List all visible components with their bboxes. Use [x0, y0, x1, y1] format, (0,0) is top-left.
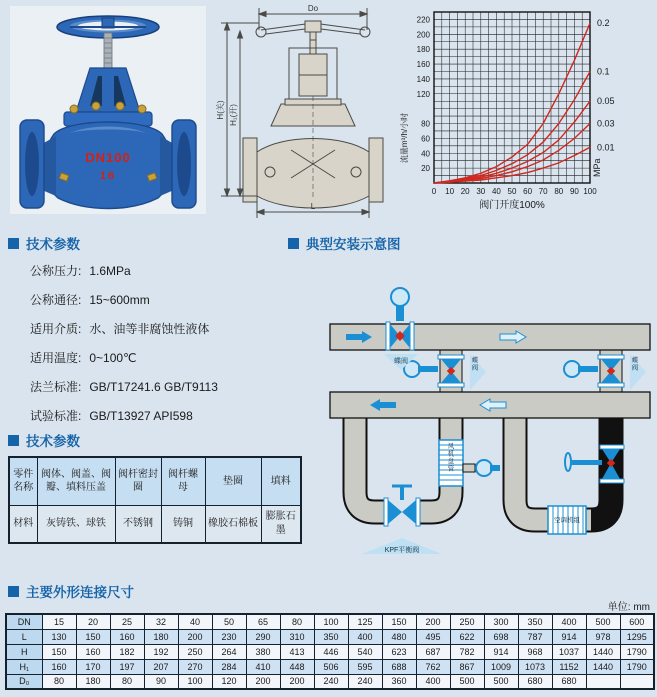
x-tick-label: 0: [431, 187, 437, 196]
y-tick-label: 140: [416, 74, 430, 84]
spec-label: 适用温度:: [30, 351, 82, 365]
section-header-install: [288, 233, 401, 253]
dims-cell: 968: [518, 644, 552, 659]
unit-label: 单位: mm: [607, 602, 650, 613]
x-tick-label: 30: [476, 187, 486, 196]
dim-label-do: Do: [307, 4, 319, 13]
pressure-curve-label: 0.2: [597, 18, 610, 29]
y-tick-label: 20: [421, 164, 430, 174]
dims-cell: 200: [178, 629, 212, 644]
y-tick-label: 80: [421, 119, 430, 129]
dims-cell: 698: [484, 629, 518, 644]
y-tick-label: 120: [416, 89, 430, 99]
dims-cell: 270: [178, 659, 212, 674]
dims-cell: [586, 674, 620, 689]
valve-section-drawing: [221, 8, 383, 218]
dims-cell: 380: [246, 644, 280, 659]
spec-value: GB/T17241.6 GB/T9113: [89, 380, 218, 394]
x-tick-label: 60: [523, 187, 533, 196]
section-title: 典型安装示意图: [306, 237, 401, 252]
tech-params-list: [30, 262, 290, 427]
dims-cell: 284: [212, 659, 246, 674]
dims-cell: 680: [518, 674, 552, 689]
installation-diagram: [300, 252, 657, 576]
side-valve-symbol: [463, 460, 500, 476]
fan-coil-unit: [439, 440, 463, 486]
dims-cell: 400: [348, 629, 382, 644]
section-header-dims: [8, 581, 134, 601]
parts-cell: 灰铸铁、球铁: [37, 505, 115, 543]
dims-cell: 197: [110, 659, 144, 674]
butterfly-valve-symbol: [386, 288, 414, 350]
spec-row: [30, 349, 137, 366]
spec-value: 15~600mm: [89, 293, 150, 307]
dims-row: [6, 614, 654, 629]
parts-cell: 填料: [261, 457, 301, 505]
dims-cell: 100: [314, 614, 348, 629]
x-tick-label: 90: [569, 187, 579, 196]
ahu-label: 空调机组: [554, 517, 580, 524]
dims-row: [6, 659, 654, 674]
dims-cell: 90: [144, 674, 178, 689]
dims-cell: 32: [144, 614, 178, 629]
supply-pipe: [330, 324, 650, 350]
dims-cell: 400: [552, 614, 586, 629]
section-header-tech-params: [8, 233, 80, 253]
parts-table-row: [9, 505, 301, 543]
y-tick-label: 40: [421, 149, 430, 159]
dims-cell: 182: [110, 644, 144, 659]
dims-cell: 500: [484, 674, 518, 689]
dims-cell: 160: [76, 644, 110, 659]
parts-cell: 阀杆密封圈: [115, 457, 161, 505]
dims-cell: 410: [246, 659, 280, 674]
dims-cell: 500: [586, 614, 620, 629]
dims-cell: 290: [246, 629, 280, 644]
parts-cell: 铸铜: [161, 505, 205, 543]
spec-label: 适用介质:: [30, 322, 82, 336]
pressure-unit-label: MPa: [592, 158, 602, 178]
kpf-valve-label: KPF平衡阀: [384, 547, 420, 554]
parts-table-row: [9, 457, 301, 505]
dims-row-label: DN: [6, 614, 42, 629]
spec-label: 公称压力:: [30, 264, 82, 278]
x-tick-label: 70: [538, 187, 548, 196]
section-title: 技术参数: [26, 237, 80, 252]
dims-cell: 1790: [620, 659, 654, 674]
dims-cell: 25: [110, 614, 144, 629]
dims-cell: 207: [144, 659, 178, 674]
dims-cell: 1073: [518, 659, 552, 674]
parts-cell: 材料: [9, 505, 37, 543]
valve-drawing: [213, 0, 413, 224]
dims-cell: 250: [450, 614, 484, 629]
parts-cell: 阀体、阀盖、阀瓣、填料压盖: [37, 457, 115, 505]
dims-cell: 80: [280, 614, 314, 629]
dims-cell: 200: [280, 674, 314, 689]
square-bullet-icon: [8, 435, 19, 446]
branch-valve-symbol: [564, 355, 624, 387]
dims-cell: 230: [212, 629, 246, 644]
dims-cell: 150: [76, 629, 110, 644]
dims-cell: 500: [450, 674, 484, 689]
dims-cell: 540: [348, 644, 382, 659]
dims-cell: 495: [416, 629, 450, 644]
dims-cell: 480: [382, 629, 416, 644]
dims-cell: 80: [42, 674, 76, 689]
section-header-parts: [8, 430, 80, 450]
x-tick-label: 10: [445, 187, 455, 196]
dims-cell: 622: [450, 629, 484, 644]
parts-cell: 膨胀石墨: [261, 505, 301, 543]
pressure-curve-label: 0.1: [597, 66, 610, 77]
kpf-valve-symbol: [384, 486, 420, 526]
dims-cell: 264: [212, 644, 246, 659]
dims-cell: 1790: [620, 644, 654, 659]
dims-row-label: D₀: [6, 674, 42, 689]
pressure-curve-label: 0.03: [597, 118, 615, 129]
dims-cell: 782: [450, 644, 484, 659]
dims-cell: 80: [110, 674, 144, 689]
x-tick-label: 50: [507, 187, 517, 196]
spec-row: [30, 291, 150, 308]
dims-cell: 446: [314, 644, 348, 659]
spec-row: [30, 262, 131, 279]
section-title: 技术参数: [26, 434, 80, 449]
photo-dn-marking: DN100: [85, 150, 131, 165]
dims-cell: 448: [280, 659, 314, 674]
y-tick-label: 60: [421, 134, 430, 144]
ahu-unit: [548, 506, 586, 534]
dim-label-h-closed: H(关): [216, 100, 225, 120]
dims-cell: 1440: [586, 644, 620, 659]
dims-cell: 65: [246, 614, 280, 629]
parts-cell: 垫圈: [205, 457, 261, 505]
flow-chart-svg: [398, 0, 657, 228]
dims-cell: 160: [110, 629, 144, 644]
dims-row-label: H: [6, 644, 42, 659]
parts-cell: 不锈钢: [115, 505, 161, 543]
dims-cell: 978: [586, 629, 620, 644]
dims-cell: 150: [382, 614, 416, 629]
fan-coil-label: 风机盘管: [447, 443, 455, 473]
dims-cell: 50: [212, 614, 246, 629]
dims-cell: 192: [144, 644, 178, 659]
dims-cell: [620, 674, 654, 689]
x-tick-label: 100: [583, 187, 597, 196]
photo-pn-marking: 16: [99, 170, 117, 182]
square-bullet-icon: [288, 238, 299, 249]
dim-label-l: L: [310, 202, 316, 211]
spec-row: [30, 378, 218, 395]
parts-cell: 橡胶石棉板: [205, 505, 261, 543]
dims-cell: 125: [348, 614, 382, 629]
square-bullet-icon: [8, 586, 19, 597]
spec-row: [30, 320, 209, 337]
dims-cell: 120: [212, 674, 246, 689]
pressure-curve-label: 0.05: [597, 96, 615, 107]
dims-cell: 100: [178, 674, 212, 689]
dims-cell: 360: [382, 674, 416, 689]
dims-cell: 914: [552, 629, 586, 644]
dims-row: [6, 629, 654, 644]
branch-valve-symbol: [404, 355, 464, 387]
dims-cell: 687: [416, 644, 450, 659]
dims-cell: 680: [552, 674, 586, 689]
spec-value: 水、油等非腐蚀性液体: [89, 322, 210, 336]
pressure-curve-label: 0.01: [597, 142, 615, 153]
dims-cell: 240: [348, 674, 382, 689]
dims-row-label: H₁: [6, 659, 42, 674]
dims-cell: 595: [348, 659, 382, 674]
y-tick-label: 180: [416, 45, 430, 55]
butterfly-valve-label: 蝶阀: [471, 357, 479, 372]
spec-value: 0~100℃: [89, 351, 137, 365]
dims-cell: 1152: [552, 659, 586, 674]
x-axis-title: 阀门开度100%: [479, 200, 545, 211]
spec-label: 法兰标准:: [30, 380, 82, 394]
x-tick-label: 20: [460, 187, 470, 196]
dims-cell: 310: [280, 629, 314, 644]
dims-cell: 400: [416, 674, 450, 689]
dims-cell: 20: [76, 614, 110, 629]
x-tick-label: 80: [554, 187, 564, 196]
dims-cell: 180: [76, 674, 110, 689]
y-tick-label: 220: [416, 15, 430, 25]
dims-table: [5, 613, 655, 690]
dims-cell: 130: [42, 629, 76, 644]
dims-cell: 350: [314, 629, 348, 644]
dims-row: [6, 644, 654, 659]
dims-cell: 914: [484, 644, 518, 659]
dims-cell: 200: [246, 674, 280, 689]
dims-cell: 1037: [552, 644, 586, 659]
y-tick-label: 200: [416, 30, 430, 40]
x-tick-label: 40: [491, 187, 501, 196]
spec-row: [30, 407, 193, 424]
dims-cell: 1295: [620, 629, 654, 644]
dims-cell: 688: [382, 659, 416, 674]
parts-cell: 零件名称: [9, 457, 37, 505]
parts-cell: 阀杆螺母: [161, 457, 205, 505]
dims-cell: 1009: [484, 659, 518, 674]
dims-cell: 506: [314, 659, 348, 674]
parts-table: [8, 456, 302, 544]
dims-cell: 240: [314, 674, 348, 689]
valve-photo: [8, 6, 208, 218]
square-bullet-icon: [8, 238, 19, 249]
y-tick-label: 160: [416, 60, 430, 70]
dims-row-label: L: [6, 629, 42, 644]
butterfly-valve-label: 蝶阀: [394, 358, 408, 365]
dim-label-h-open: H₁(开): [229, 104, 238, 126]
dims-cell: 180: [144, 629, 178, 644]
dims-cell: 350: [518, 614, 552, 629]
dims-cell: 170: [76, 659, 110, 674]
spec-value: GB/T13927 API598: [89, 409, 193, 423]
dims-row: [6, 674, 654, 689]
dims-cell: 200: [416, 614, 450, 629]
dims-cell: 250: [178, 644, 212, 659]
y-axis-title: 流量m³/h/小时: [400, 112, 409, 164]
spec-label: 试验标准:: [30, 409, 82, 423]
dims-cell: 762: [416, 659, 450, 674]
valve-stem: [104, 33, 112, 73]
dims-cell: 300: [484, 614, 518, 629]
dims-cell: 600: [620, 614, 654, 629]
dims-cell: 623: [382, 644, 416, 659]
dims-cell: 15: [42, 614, 76, 629]
spec-value: 1.6MPa: [89, 264, 131, 278]
dims-cell: 787: [518, 629, 552, 644]
section-title: 主要外形连接尺寸: [26, 585, 134, 600]
spec-label: 公称通径:: [30, 293, 82, 307]
dims-cell: 160: [42, 659, 76, 674]
dims-cell: 1440: [586, 659, 620, 674]
dims-cell: 150: [42, 644, 76, 659]
butterfly-valve-label: 蝶阀: [631, 357, 639, 372]
dims-cell: 40: [178, 614, 212, 629]
dims-cell: 413: [280, 644, 314, 659]
dims-cell: 867: [450, 659, 484, 674]
